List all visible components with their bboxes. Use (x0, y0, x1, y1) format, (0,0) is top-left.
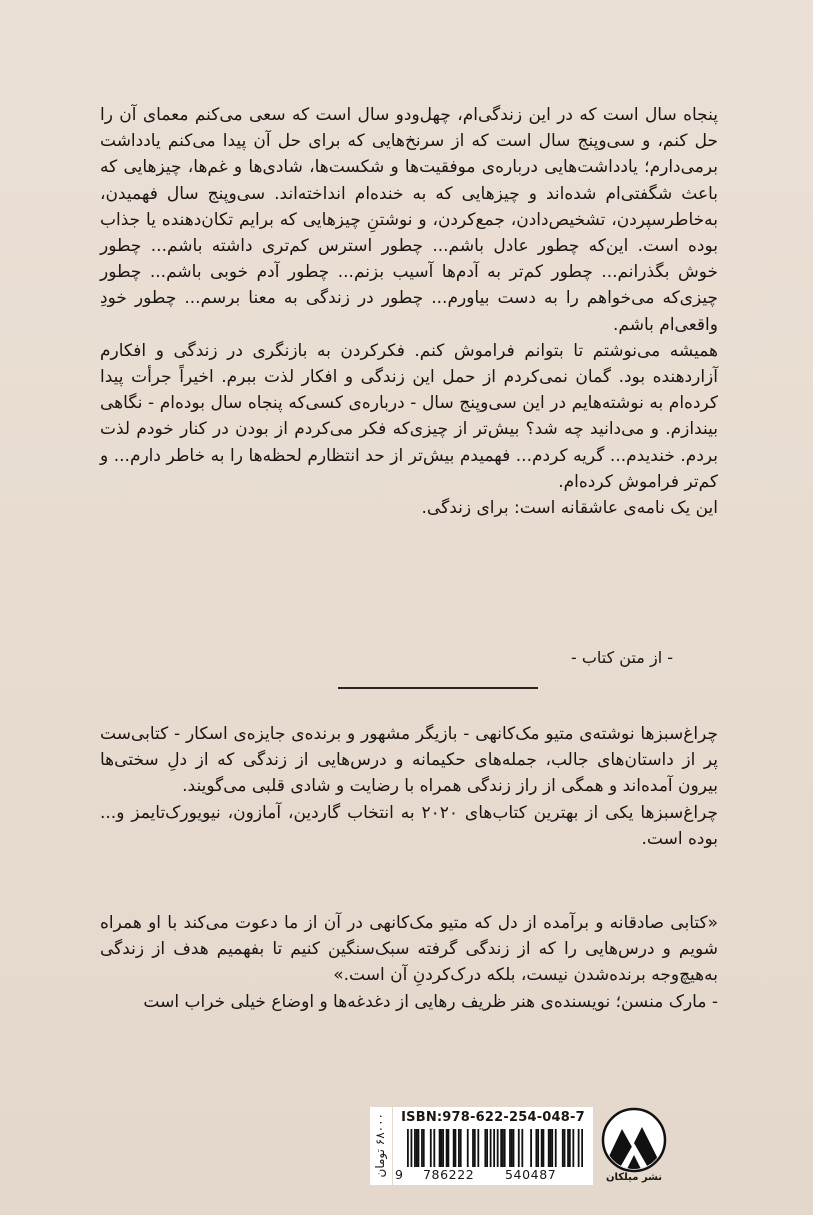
publisher-name: نشر میلکان (605, 1172, 663, 1183)
barcode-bar (504, 1129, 506, 1167)
barcode-bar (535, 1129, 537, 1167)
barcode-bar (440, 1129, 442, 1167)
barcode-lead-digit: 9 (395, 1167, 404, 1182)
barcode-bar (551, 1129, 553, 1167)
barcode-left-digits: 786222 (423, 1167, 475, 1182)
excerpt-paragraph-3: این یک نامه‌ی عاشقانه است: برای زندگی. (421, 498, 718, 519)
isbn-barcode (393, 1107, 593, 1185)
barcode-bar (490, 1129, 492, 1167)
barcode-bar (486, 1129, 488, 1167)
barcode-bar (581, 1129, 583, 1167)
price-strip (370, 1107, 392, 1185)
barcode-bar (477, 1129, 479, 1167)
barcode-bar (484, 1129, 486, 1167)
barcode-bar (421, 1129, 423, 1167)
barcode-bar (543, 1129, 545, 1167)
review-quote-block (100, 910, 718, 1015)
barcode-bar (446, 1129, 448, 1167)
review-quote: «کتابی صادقانه و برآمده از دل که متیو مک‌کانهی در آن از ما دعوت می‌کند با او همراه شویم و درس‌هایی را که از زندگی گرفته سبک‌سنگین کنیم تا بفهمیم هدف از زندگی به‌هیچ‌وجه برنده‌شدن نیست، بلکه درک‌کردنِ آن است.» (100, 913, 718, 986)
barcode-bar (442, 1129, 444, 1167)
barcode-bar (497, 1129, 499, 1167)
barcode-bar (493, 1129, 495, 1167)
barcode-bar (433, 1129, 435, 1167)
barcode-bar (509, 1129, 511, 1167)
barcode-bar (416, 1129, 418, 1167)
barcode-bar (407, 1129, 409, 1167)
barcode-bar (439, 1129, 441, 1167)
book-description-block (100, 721, 718, 852)
section-divider (338, 687, 538, 689)
barcode-bar (423, 1129, 425, 1167)
mountains-logo-icon (598, 1107, 670, 1173)
barcode-bar (414, 1129, 416, 1167)
barcode-bar (548, 1129, 550, 1167)
barcode-bar (430, 1129, 432, 1167)
barcode-bar (472, 1129, 474, 1167)
barcode-bar (562, 1129, 564, 1167)
barcode-bar (455, 1129, 457, 1167)
barcode-bar (569, 1129, 571, 1167)
barcode-bar (530, 1129, 532, 1167)
description-paragraph-2: چراغ‌سبزها یکی از بهترین کتاب‌های ۲۰۲۰ به انتخاب گاردین، آمازون، نیویورک‌تایمز و... بوده است. (100, 802, 718, 849)
barcode-bar (458, 1129, 460, 1167)
description-paragraph-1: چراغ‌سبزها نوشته‌ی متیو مک‌کانهی - بازیگر مشهور و برنده‌ی جایزه‌ی اسکار - کتابی‌ست پر از داستان‌های جالب، جمله‌های حکیمانه و درس‌هایی از زندگی که از دلِ سختی‌ها بیرون آمده‌اند و همگی از راز زندگی همراه با رضایت و شادی قلبی می‌گویند. (100, 724, 718, 797)
barcode-bar (578, 1129, 580, 1167)
barcode-bars (407, 1129, 583, 1167)
barcode-bar (500, 1129, 502, 1167)
barcode-bar (460, 1129, 462, 1167)
barcode-bar (550, 1129, 552, 1167)
price-label: ۶۸۰۰۰ تومان (373, 1113, 387, 1178)
review-attribution: - مارک منسن؛ نویسنده‌ی هنر ظریف رهایی از دغدغه‌ها و اوضاع خیلی خراب است (143, 991, 718, 1012)
barcode-bar (521, 1129, 523, 1167)
barcode-bar (518, 1129, 520, 1167)
publisher-logo (598, 1107, 670, 1187)
barcode-bar (564, 1129, 566, 1167)
barcode-bar (411, 1129, 413, 1167)
barcode-bar (537, 1129, 539, 1167)
excerpt-text-block (100, 102, 718, 521)
isbn-label: ISBN:978-622-254-048-7 (401, 1110, 585, 1125)
barcode-bar (453, 1129, 455, 1167)
barcode-bar (447, 1129, 449, 1167)
barcode-bar (567, 1129, 569, 1167)
barcode-bar (511, 1129, 513, 1167)
barcode-bar (555, 1129, 557, 1167)
barcode-bar (541, 1129, 543, 1167)
barcode-bar (502, 1129, 504, 1167)
barcode-bar (418, 1129, 420, 1167)
barcode-bar (474, 1129, 476, 1167)
excerpt-paragraph-1: پنجاه سال است که در این زندگی‌ام، چهل‌ودو سال است که سعی می‌کنم معمای آن را حل کنم، و سی‌وپنج سال است که از سرنخ‌هایی که برای حل آن پیدا می‌کنم یادداشت برمی‌دارم؛ یادداشت‌هایی درباره‌ی موفقیت‌ها و شکست‌ها، شادی‌ها و غم‌ها، چیزهایی که باعث شگفتی‌ام شده‌اند و چیزهایی که به خنده‌ام انداخته‌اند. سی‌وپنج سال فهمیدن، به‌خاطرسپردن، تشخیص‌دادن، جمع‌کردن، و نوشتنِ چیزهایی که برایم تکان‌دهنده یا جذاب بوده است. این‌که چطور عادل باشم... چطور استرس کم‌تری داشته باشم... چطور خوش بگذرانم... چطور کم‌تر به آدم‌ها آسیب بزنم... چطور آدم خوبی باشم... چطور چیزی‌که می‌خواهم را به دست بیاورم... چطور در زندگی به معنا برسم... چطور خودِ واقعی‌ام باشم. (100, 105, 718, 335)
barcode-right-digits: 540487 (505, 1167, 557, 1182)
excerpt-paragraph-2: همیشه می‌نوشتم تا بتوانم فراموش کنم. فکرکردن به بازنگری در زندگی و افکارم آزاردهنده بود. گمان نمی‌کردم از حمل این زندگی و افکار لذت ببرم. اخیراً جرأت پیدا کرده‌ام به نوشته‌هایم در این سی‌وپنج سال - درباره‌ی کسی‌که پنجاه سال بوده‌ام - نگاهی بیندازم. و می‌دانید چه شد؟ بیش‌تر از چیزی‌که فکر می‌کردم از بودن در کنار خودم لذت بردم. خندیدم... گریه کردم... فهمیدم بیش‌تر از حد انتظارم لحظه‌ها را به خاطر دارم... و کم‌تر فراموش کرده‌ام. (100, 340, 718, 492)
barcode-bar (513, 1129, 515, 1167)
excerpt-source-label: - از متن کتاب - (570, 648, 673, 667)
barcode-bar (467, 1129, 469, 1167)
barcode-bar (572, 1129, 574, 1167)
